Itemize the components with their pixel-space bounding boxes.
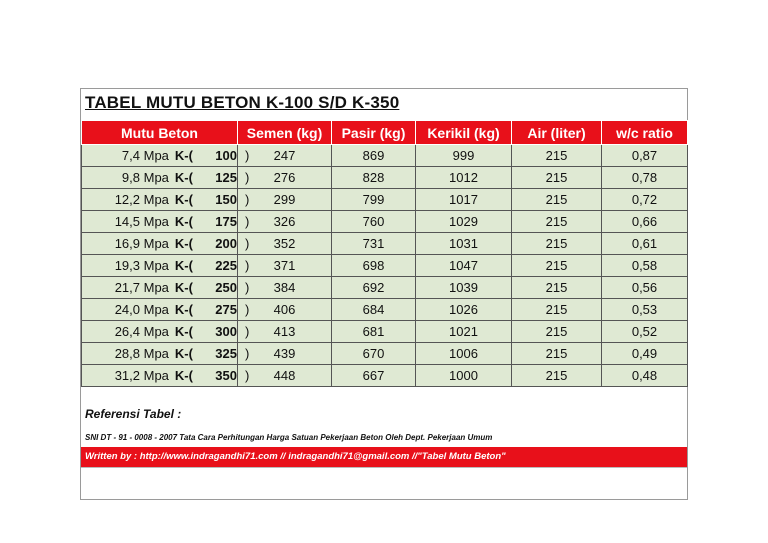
pasir-cell: 760 xyxy=(332,211,416,233)
reference-text: SNI DT - 91 - 0008 - 2007 Tata Cara Perhitungan Harga Satuan Pekerjaan Beton Oleh Dept. Pekerjaan Umum xyxy=(85,433,493,442)
semen-cell: 406 xyxy=(238,299,332,321)
mutu-beton-cell xyxy=(82,365,250,387)
mpa-value: 9,8 xyxy=(121,170,140,185)
mpa-unit: Mpa xyxy=(143,368,169,383)
header-kerikil: Kerikil (kg) xyxy=(416,121,512,145)
k-close: ) xyxy=(244,170,250,185)
k-close: ) xyxy=(244,324,250,339)
k-grade: 350 xyxy=(215,368,237,383)
mutu-beton-table xyxy=(81,120,688,387)
air-cell: 215 xyxy=(512,321,602,343)
wc-ratio-cell: 0,52 xyxy=(602,321,688,343)
pasir-cell: 681 xyxy=(332,321,416,343)
header-mutu-beton: Mutu Beton xyxy=(82,121,238,145)
k-prefix: K-( xyxy=(174,192,193,207)
kerikil-cell: 1000 xyxy=(416,365,512,387)
table-row xyxy=(82,167,688,189)
semen-cell: 352 xyxy=(238,233,332,255)
k-close: ) xyxy=(244,346,250,361)
air-cell: 215 xyxy=(512,277,602,299)
table-row xyxy=(82,277,688,299)
semen-cell: 371 xyxy=(238,255,332,277)
kerikil-cell: 1006 xyxy=(416,343,512,365)
air-cell: 215 xyxy=(512,189,602,211)
page-title: TABEL MUTU BETON K-100 S/D K-350 xyxy=(85,93,400,112)
k-grade: 225 xyxy=(215,258,237,273)
mpa-value: 21,7 xyxy=(114,280,140,295)
mutu-beton-cell xyxy=(82,233,250,255)
air-cell: 215 xyxy=(512,299,602,321)
mpa-value: 7,4 xyxy=(121,148,140,163)
pasir-cell: 698 xyxy=(332,255,416,277)
mpa-unit: Mpa xyxy=(143,236,169,251)
mpa-unit: Mpa xyxy=(143,324,169,339)
k-prefix: K-( xyxy=(174,214,193,229)
k-prefix: K-( xyxy=(174,346,193,361)
table-row xyxy=(82,299,688,321)
wc-ratio-cell: 0,87 xyxy=(602,145,688,167)
mpa-unit: Mpa xyxy=(143,170,169,185)
mutu-beton-cell xyxy=(82,255,250,277)
footer-text: Written by : http://www.indragandhi71.com // indragandhi71@gmail.com //"Tabel Mutu Beton" xyxy=(85,451,506,462)
mpa-value: 16,9 xyxy=(114,236,140,251)
k-close: ) xyxy=(244,148,250,163)
mutu-beton-cell xyxy=(82,145,250,167)
air-cell: 215 xyxy=(512,211,602,233)
pasir-cell: 684 xyxy=(332,299,416,321)
k-close: ) xyxy=(244,368,250,383)
k-grade: 275 xyxy=(215,302,237,317)
pasir-cell: 667 xyxy=(332,365,416,387)
pasir-cell: 670 xyxy=(332,343,416,365)
reference-label: Referensi Tabel : xyxy=(85,407,182,421)
pasir-cell: 828 xyxy=(332,167,416,189)
semen-cell: 384 xyxy=(238,277,332,299)
k-close: ) xyxy=(244,214,250,229)
k-prefix: K-( xyxy=(174,324,193,339)
wc-ratio-cell: 0,48 xyxy=(602,365,688,387)
k-prefix: K-( xyxy=(174,148,193,163)
table-row xyxy=(82,321,688,343)
footer-bar xyxy=(81,447,687,467)
table-row xyxy=(82,145,688,167)
wc-ratio-cell: 0,49 xyxy=(602,343,688,365)
mpa-unit: Mpa xyxy=(143,258,169,273)
semen-cell: 247 xyxy=(238,145,332,167)
pasir-cell: 799 xyxy=(332,189,416,211)
header-air: Air (liter) xyxy=(512,121,602,145)
table-sheet xyxy=(80,88,688,500)
k-prefix: K-( xyxy=(174,280,193,295)
kerikil-cell: 1029 xyxy=(416,211,512,233)
pasir-cell: 731 xyxy=(332,233,416,255)
table-row xyxy=(82,189,688,211)
k-grade: 100 xyxy=(215,148,237,163)
k-prefix: K-( xyxy=(174,368,193,383)
blank-area xyxy=(81,467,687,500)
mpa-unit: Mpa xyxy=(143,214,169,229)
semen-cell: 439 xyxy=(238,343,332,365)
header-pasir: Pasir (kg) xyxy=(332,121,416,145)
mutu-beton-cell xyxy=(82,189,250,211)
k-close: ) xyxy=(244,192,250,207)
header-semen: Semen (kg) xyxy=(238,121,332,145)
k-close: ) xyxy=(244,302,250,317)
wc-ratio-cell: 0,61 xyxy=(602,233,688,255)
kerikil-cell: 999 xyxy=(416,145,512,167)
semen-cell: 448 xyxy=(238,365,332,387)
air-cell: 215 xyxy=(512,233,602,255)
k-grade: 200 xyxy=(215,236,237,251)
kerikil-cell: 1039 xyxy=(416,277,512,299)
kerikil-cell: 1031 xyxy=(416,233,512,255)
wc-ratio-cell: 0,66 xyxy=(602,211,688,233)
k-prefix: K-( xyxy=(174,170,193,185)
table-row xyxy=(82,343,688,365)
mpa-value: 31,2 xyxy=(114,368,140,383)
wc-ratio-cell: 0,53 xyxy=(602,299,688,321)
kerikil-cell: 1012 xyxy=(416,167,512,189)
wc-ratio-cell: 0,78 xyxy=(602,167,688,189)
kerikil-cell: 1026 xyxy=(416,299,512,321)
semen-cell: 276 xyxy=(238,167,332,189)
mutu-beton-cell xyxy=(82,321,250,343)
table-header-row xyxy=(82,121,688,145)
k-grade: 325 xyxy=(215,346,237,361)
mpa-value: 24,0 xyxy=(114,302,140,317)
k-grade: 175 xyxy=(215,214,237,229)
table-row xyxy=(82,365,688,387)
k-prefix: K-( xyxy=(174,258,193,273)
k-close: ) xyxy=(244,258,250,273)
table-row xyxy=(82,211,688,233)
air-cell: 215 xyxy=(512,343,602,365)
mutu-beton-cell xyxy=(82,299,250,321)
wc-ratio-cell: 0,72 xyxy=(602,189,688,211)
wc-ratio-cell: 0,58 xyxy=(602,255,688,277)
kerikil-cell: 1017 xyxy=(416,189,512,211)
kerikil-cell: 1047 xyxy=(416,255,512,277)
mpa-unit: Mpa xyxy=(143,192,169,207)
mutu-beton-cell xyxy=(82,167,250,189)
table-row xyxy=(82,255,688,277)
pasir-cell: 692 xyxy=(332,277,416,299)
mpa-unit: Mpa xyxy=(143,302,169,317)
k-prefix: K-( xyxy=(174,302,193,317)
semen-cell: 326 xyxy=(238,211,332,233)
mpa-unit: Mpa xyxy=(143,346,169,361)
k-grade: 250 xyxy=(215,280,237,295)
k-close: ) xyxy=(244,236,250,251)
k-grade: 150 xyxy=(215,192,237,207)
semen-cell: 299 xyxy=(238,189,332,211)
mpa-value: 14,5 xyxy=(114,214,140,229)
air-cell: 215 xyxy=(512,145,602,167)
semen-cell: 413 xyxy=(238,321,332,343)
mpa-value: 19,3 xyxy=(114,258,140,273)
k-prefix: K-( xyxy=(174,236,193,251)
kerikil-cell: 1021 xyxy=(416,321,512,343)
wc-ratio-cell: 0,56 xyxy=(602,277,688,299)
mpa-value: 26,4 xyxy=(114,324,140,339)
air-cell: 215 xyxy=(512,365,602,387)
mutu-beton-cell xyxy=(82,211,250,233)
k-close: ) xyxy=(244,280,250,295)
mutu-beton-cell xyxy=(82,277,250,299)
header-wc-ratio: w/c ratio xyxy=(602,121,688,145)
k-grade: 300 xyxy=(215,324,237,339)
mpa-value: 28,8 xyxy=(114,346,140,361)
k-grade: 125 xyxy=(215,170,237,185)
pasir-cell: 869 xyxy=(332,145,416,167)
air-cell: 215 xyxy=(512,167,602,189)
table-row xyxy=(82,233,688,255)
mpa-unit: Mpa xyxy=(143,148,169,163)
mpa-unit: Mpa xyxy=(143,280,169,295)
air-cell: 215 xyxy=(512,255,602,277)
mpa-value: 12,2 xyxy=(114,192,140,207)
mutu-beton-cell xyxy=(82,343,250,365)
